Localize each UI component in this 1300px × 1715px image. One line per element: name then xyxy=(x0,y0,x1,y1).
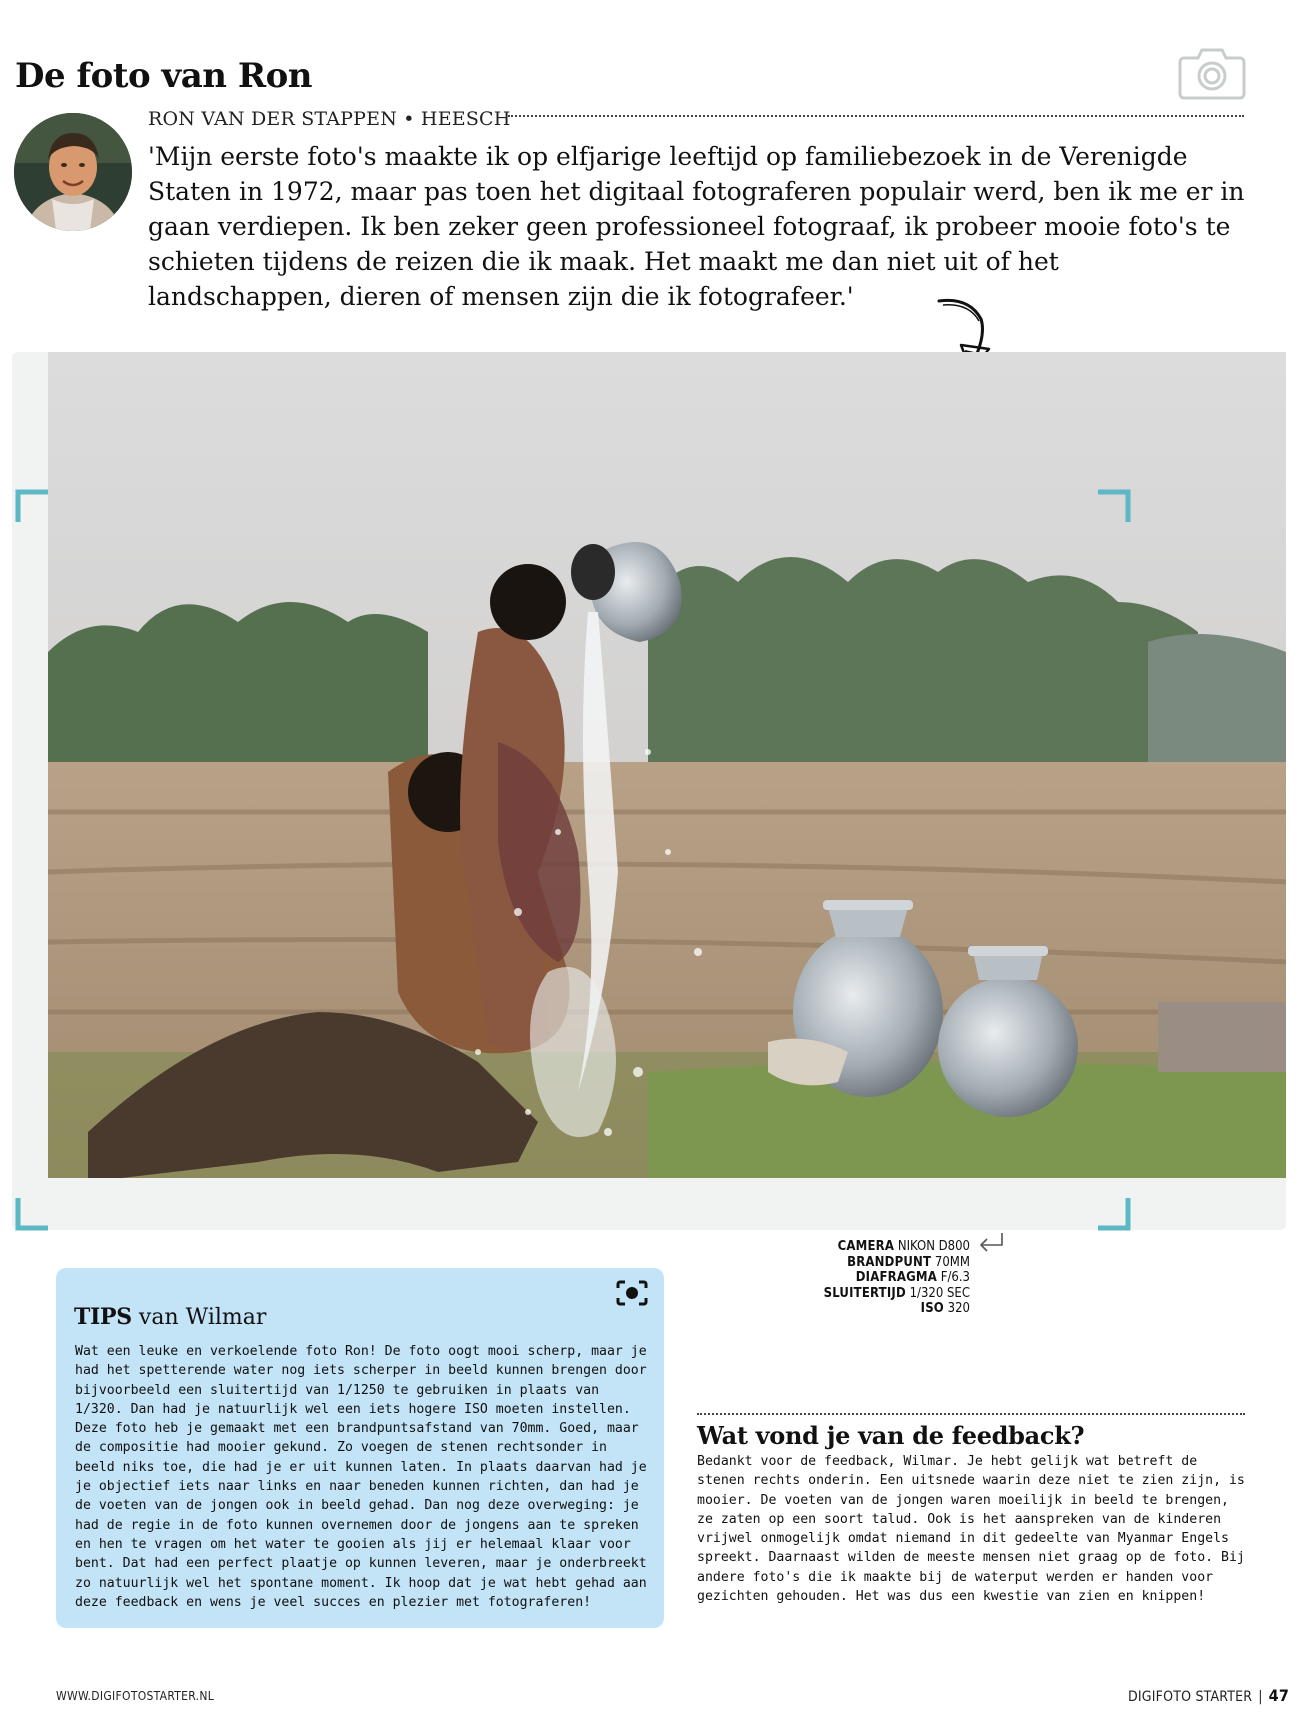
exif-row: BRANDPUNT 70MM xyxy=(847,1254,970,1270)
footer-website: WWW.DIGIFOTOSTARTER.NL xyxy=(56,1689,215,1703)
byline: RON VAN DER STAPPEN • HEESCH xyxy=(148,108,511,130)
frame-corner-bottom-right xyxy=(1096,1196,1132,1232)
frame-corner-top-right xyxy=(1096,488,1132,524)
page-number: 47 xyxy=(1268,1686,1290,1705)
exif-row: DIAFRAGMA F/6.3 xyxy=(855,1270,970,1285)
return-arrow-icon xyxy=(977,1231,1005,1255)
footer-separator: | xyxy=(1258,1689,1263,1705)
exif-row: ISO 320 xyxy=(920,1301,970,1316)
focus-target-icon xyxy=(616,1280,648,1306)
camera-icon xyxy=(1178,42,1246,102)
dotted-divider xyxy=(697,1413,1245,1415)
dotted-divider xyxy=(508,115,1244,117)
exif-row: SLUITERTIJD 1/320 SEC xyxy=(823,1285,970,1301)
tips-heading: TIPS van Wilmar xyxy=(74,1304,267,1330)
intro-quote: 'Mijn eerste foto's maakte ik op elfjarige leeftijd op familiebezoek in de Verenigde Staten in 1972, maar pas toen het digitaal fotograferen populair werd, ben ik me er in gaan verdiepen. Ik ben zeker geen professioneel fotograaf, ik probeer mooie foto's te schieten tijdens de reizen die ik maak. Het maakt me dan niet uit of het landschappen, dieren of mensen zijn die ik fotografeer.' xyxy=(148,142,1245,311)
exif-info xyxy=(760,1239,970,1317)
main-photo xyxy=(48,352,1286,1178)
page-title: De foto van Ron xyxy=(15,56,312,96)
feedback-heading: Wat vond je van de feedback? xyxy=(697,1421,1085,1450)
feedback-body: Bedankt voor de feedback, Wilmar. Je hebt gelijk wat betreft de stenen rechts onderin. Een uitsnede waarin deze niet te zien zijn, is mooier. De voeten van de jongen waren moeilijk in beeld te brengen, ze zaten op een soort talud. Ook is het aanspreken van de kinderen vrijwel onmogelijk omdat niemand in dit gedeelte van Myanmar Engels spreekt. Daarnaast wilden de meeste mensen niet graag op de foto. Bij andere foto's die ik maakte bij de waterput werden er handen voor gezichten gehouden. Het was dus een kwestie van zien en knippen! xyxy=(697,1454,1245,1605)
footer-magazine: DIGIFOTO STARTER xyxy=(1128,1689,1253,1705)
tips-body: Wat een leuke en verkoelende foto Ron! De foto oogt mooi scherp, maar je had het spetterende water nog iets scherper in beeld kunnen brengen door bijvoorbeeld een sluitertijd van 1/1250 te gebruiken in plaats van 1/320. Dan had je natuurlijk wel een iets hogere ISO moeten instellen. Deze foto heb je gemaakt met een brandpuntsafstand van 70mm. Goed, maar de compositie had mooier gekund. Zo voegen de stenen rechtsonder in beeld niks toe, die had je er uit kunnen laten. In plaats daarvan had je je objectief iets naar links en naar beneden kunnen richten, dan had je de voeten van de jongen ook in beeld gehad. Dan nog deze overweging: je had de regie in de foto kunnen overnemen door de jongens aan te spreken en hen te vragen om het water te gooien als jij er helemaal klaar voor bent. Dat had een perfect plaatje op kunnen leveren, maar je onderbreekt zo natuurlijk wel het spontane moment. Ik hoop dat je wat hebt gehad aan deze feedback en wens je veel succes en plezier met fotograferen! xyxy=(75,1344,647,1610)
footer-page-info xyxy=(1128,1686,1289,1705)
frame-corner-top-left xyxy=(14,488,50,524)
frame-corner-bottom-left xyxy=(14,1196,50,1232)
avatar xyxy=(14,113,132,231)
exif-row: CAMERA NIKON D800 xyxy=(837,1239,970,1254)
